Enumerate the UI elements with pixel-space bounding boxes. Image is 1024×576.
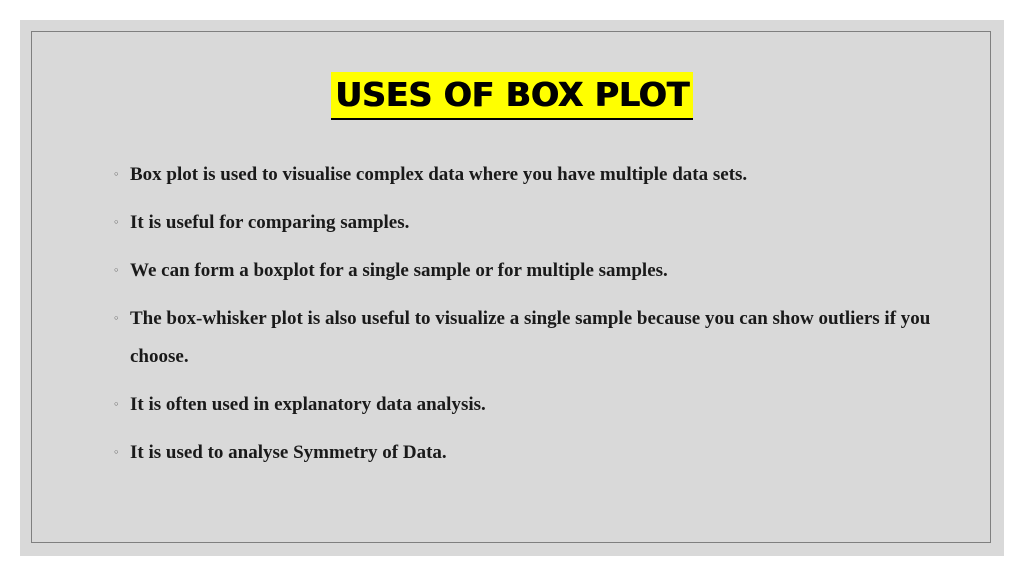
bullet-text: The box-whisker plot is also useful to visualize a single sample because you can show outliers if you choose. — [130, 308, 931, 367]
bullet-item — [113, 252, 933, 290]
bullet-list — [113, 156, 933, 482]
bullet-item — [113, 204, 933, 242]
bullet-circle-icon: ◦ — [113, 168, 120, 181]
slide-title: USES OF BOX PLOT — [331, 72, 693, 118]
bullet-text: We can form a boxplot for a single sample or for multiple samples. — [130, 260, 668, 281]
bullet-circle-icon: ◦ — [113, 312, 120, 325]
bullet-text: It is used to analyse Symmetry of Data. — [130, 442, 447, 463]
bullet-circle-icon: ◦ — [113, 264, 120, 277]
bullet-circle-icon: ◦ — [113, 446, 120, 459]
bullet-text: It is often used in explanatory data analysis. — [130, 394, 486, 415]
bullet-item — [113, 386, 933, 424]
bullet-item — [113, 434, 933, 472]
bullet-item — [113, 300, 933, 376]
bullet-circle-icon: ◦ — [113, 398, 120, 411]
bullet-text: It is useful for comparing samples. — [130, 212, 410, 233]
bullet-item — [113, 156, 933, 194]
slide — [20, 20, 1004, 556]
bullet-circle-icon: ◦ — [113, 216, 120, 229]
bullet-text: Box plot is used to visualise complex data where you have multiple data sets. — [130, 164, 748, 185]
title-container — [20, 72, 1004, 118]
